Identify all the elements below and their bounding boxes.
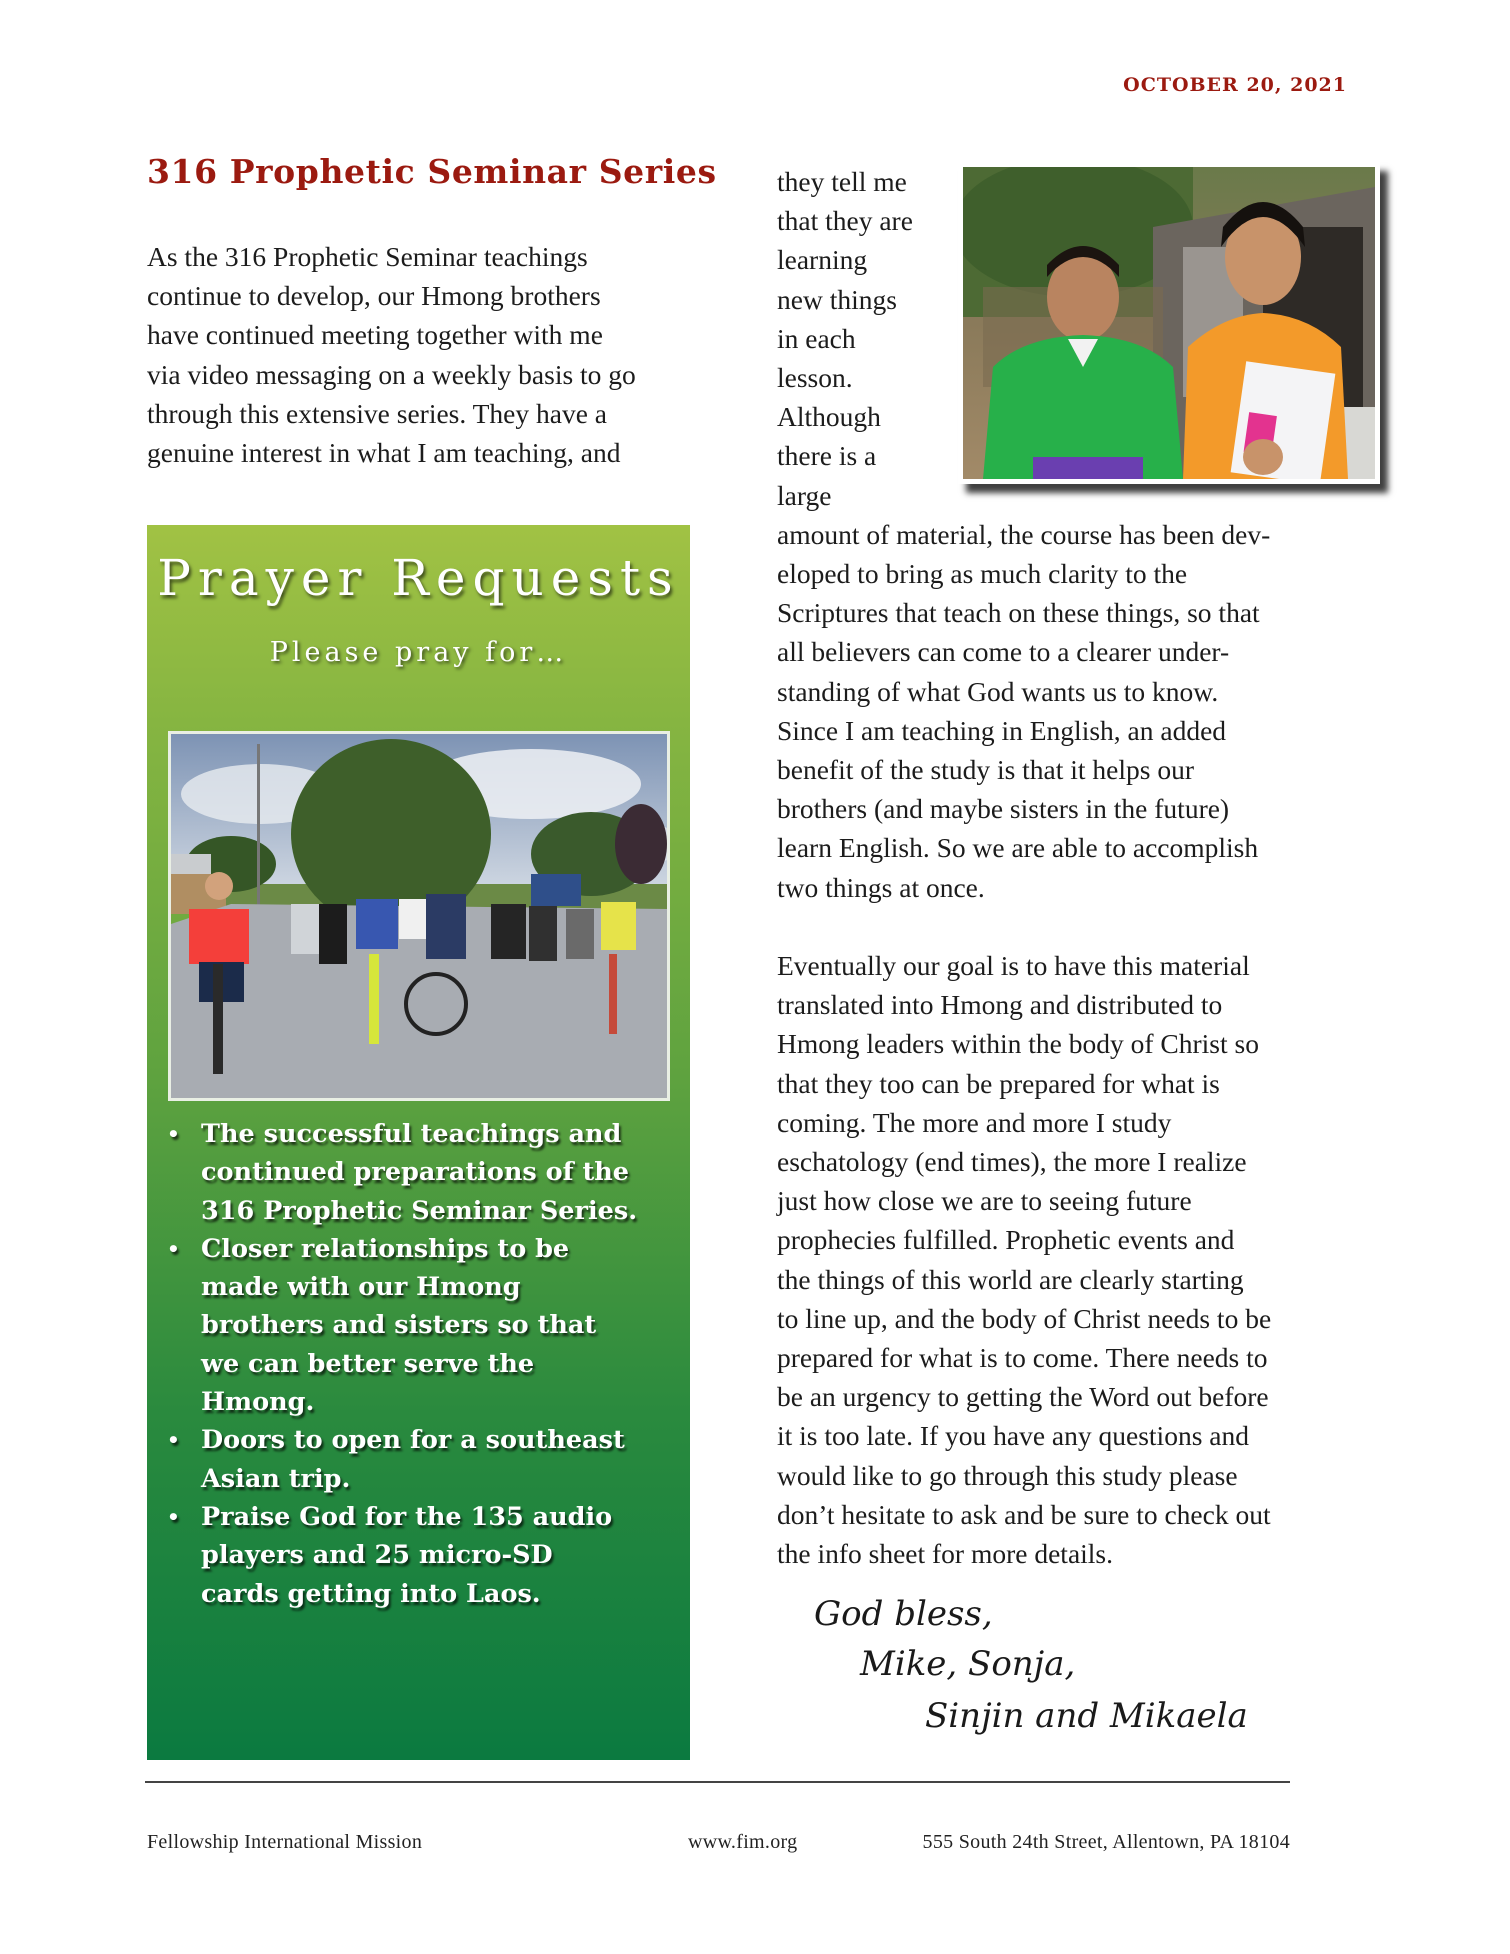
text-line: the info sheet for more details.: [777, 1538, 1114, 1570]
text-line: to line up, and the body of Christ needs to be: [777, 1302, 1272, 1334]
text-line: all believers can come to a clearer under-: [777, 636, 1230, 668]
bullet-icon: •: [167, 1504, 180, 1529]
text-line: that they are: [777, 205, 913, 237]
text-line: made with our Hmong: [201, 1272, 521, 1303]
text-line: 316 Prophetic Seminar Series.: [201, 1195, 638, 1226]
text-line: translated into Hmong and distributed to: [777, 989, 1223, 1021]
text-line: amount of material, the course has been dev-: [777, 518, 1271, 550]
cyclists-photo: [168, 731, 670, 1101]
prayer-item: [161, 1230, 681, 1421]
signature-names-2: Sinjin and Mikaela: [925, 1696, 1248, 1736]
text-line: standing of what God wants us to know.: [777, 675, 1219, 707]
text-line: we can better serve the: [201, 1348, 535, 1379]
text-line: As the 316 Prophetic Seminar teachings: [147, 241, 588, 272]
text-line: eloped to bring as much clarity to the: [777, 558, 1188, 590]
prayer-list: [161, 1115, 681, 1613]
text-line: don’t hesitate to ask and be sure to check out: [777, 1498, 1271, 1530]
text-line: they tell me: [777, 166, 907, 197]
text-line: through this extensive series. They have a: [147, 397, 607, 429]
text-line: learn English. So we are able to accomplish: [777, 832, 1259, 864]
intro-paragraph: [147, 237, 727, 472]
text-line: Praise God for the 135 audio: [201, 1501, 613, 1532]
text-line: players and 25 micro-SD: [201, 1540, 553, 1571]
text-line: Doors to open for a southeast: [201, 1425, 625, 1456]
footer-address: 555 South 24th Street, Allentown, PA 18104: [922, 1831, 1290, 1853]
text-line: benefit of the study is that it helps our: [777, 754, 1195, 786]
text-line: prophecies fulfilled. Prophetic events and: [777, 1224, 1235, 1256]
text-line: have continued meeting together with me: [147, 319, 603, 351]
text-line: continue to develop, our Hmong brothers: [147, 280, 601, 312]
article-continued: [777, 162, 1357, 1573]
prayer-requests-box: [147, 525, 690, 1760]
prayer-title: Prayer Requests: [157, 549, 680, 607]
text-line: Asian trip.: [201, 1463, 351, 1494]
footer-divider: [145, 1781, 1290, 1783]
text-line: Scriptures that teach on these things, so that: [777, 597, 1260, 629]
text-line: that they too can be prepared for what is: [777, 1067, 1220, 1099]
bullet-icon: •: [167, 1428, 180, 1453]
text-line: it is too late. If you have any questions and: [777, 1420, 1249, 1452]
text-line: Hmong leaders within the body of Christ so: [777, 1028, 1259, 1060]
text-line: new things: [777, 283, 897, 315]
footer-organization: Fellowship International Mission: [147, 1831, 423, 1853]
text-line: there is a: [777, 440, 877, 472]
text-line: would like to go through this study please: [777, 1459, 1238, 1491]
signature-names: Mike, Sonja,: [860, 1644, 1076, 1684]
text-line: two things at once.: [777, 871, 985, 903]
text-line: coming. The more and more I study: [777, 1106, 1172, 1138]
text-line: Although: [777, 401, 881, 433]
text-line: Closer relationships to be: [201, 1233, 570, 1264]
text-line: genuine interest in what I am teaching, and: [147, 437, 621, 469]
signature-greeting: God bless,: [814, 1594, 993, 1634]
photo-image: [171, 734, 667, 1098]
prayer-item: [161, 1498, 681, 1613]
text-line: prepared for what is to come. There needs to: [777, 1342, 1268, 1374]
text-line: eschatology (end times), the more I realize: [777, 1146, 1247, 1178]
text-line: large: [777, 479, 832, 511]
text-line: brothers (and maybe sisters in the future): [777, 793, 1230, 825]
text-line: Hmong.: [201, 1387, 315, 1418]
text-line: the things of this world are clearly starting: [777, 1263, 1244, 1295]
text-line: learning: [777, 244, 868, 276]
prayer-subtitle: Please pray for…: [269, 637, 568, 668]
prayer-item: [161, 1115, 681, 1230]
paragraph-gap: [777, 907, 1357, 946]
text-line: Since I am teaching in English, an added: [777, 714, 1227, 746]
prayer-item: [161, 1421, 681, 1498]
article-title: 316 Prophetic Seminar Series: [147, 152, 717, 191]
text-line: lesson.: [777, 362, 853, 394]
text-line: in each: [777, 322, 856, 354]
text-line: just how close we are to seeing future: [777, 1185, 1192, 1217]
text-line: The successful teachings and: [201, 1119, 622, 1149]
text-line: brothers and sisters so that: [201, 1310, 597, 1341]
text-line: via video messaging on a weekly basis to go: [147, 358, 636, 390]
text-line: be an urgency to getting the Word out before: [777, 1381, 1269, 1413]
bullet-icon: •: [167, 1122, 180, 1146]
text-line: Eventually our goal is to have this material: [777, 950, 1250, 982]
bullet-icon: •: [167, 1236, 180, 1261]
text-line: cards getting into Laos.: [201, 1578, 541, 1609]
footer-website-link[interactable]: www.fim.org: [688, 1831, 798, 1853]
text-line: continued preparations of the: [201, 1157, 629, 1188]
newsletter-date: OCTOBER 20, 2021: [1123, 74, 1347, 96]
